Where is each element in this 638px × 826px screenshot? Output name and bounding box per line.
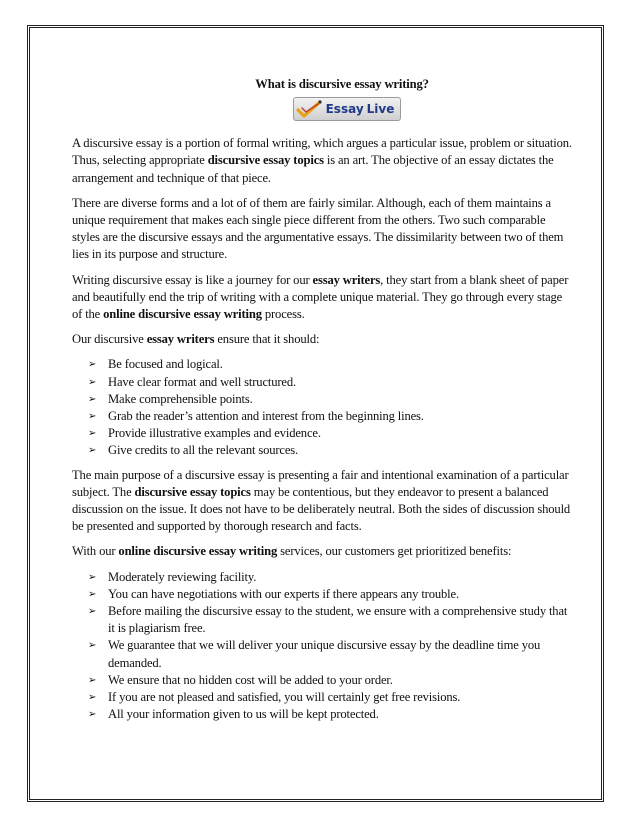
logo-word-live: Live	[366, 101, 395, 116]
list-item	[88, 425, 572, 442]
text-span: The main purpose of a discursive essay is presenting a fair and intentional examination of a particular subject. The	[72, 467, 569, 499]
list-item-text: Give credits to all the relevant sources.	[108, 443, 299, 458]
paragraph-definition	[72, 135, 572, 187]
list-item-text: You can have negotiations with our experts if there appears any trouble.	[108, 586, 459, 601]
list-item-text: We ensure that no hidden cost will be added to your order.	[108, 672, 393, 687]
logo-text	[326, 101, 395, 118]
list-item-text: If you are not pleased and satisfied, you will certainly get free revisions.	[108, 690, 461, 705]
list-item	[88, 586, 572, 603]
list-item-text: Have clear format and well structured.	[108, 374, 297, 389]
list-item	[88, 569, 572, 586]
list-item-text: Grab the reader’s attention and interest from the beginning lines.	[108, 409, 424, 424]
arrowhead-bullet-icon: ➢	[88, 588, 97, 600]
list-item-text: Moderately reviewing facility.	[108, 569, 257, 584]
list-item	[88, 672, 572, 689]
list-item	[88, 374, 572, 391]
arrowhead-bullet-icon: ➢	[88, 571, 97, 583]
essay-live-logo	[122, 96, 572, 122]
bold-keyword: discursive essay topics	[134, 484, 251, 499]
arrowhead-bullet-icon: ➢	[88, 606, 97, 618]
paragraph-purpose	[72, 467, 572, 536]
paragraph-journey	[72, 272, 572, 324]
text-span: is an art. The objective of an essay dictates the arrangement and technique of that piece.	[72, 153, 554, 185]
arrowhead-bullet-icon: ➢	[88, 640, 97, 652]
list-item	[88, 391, 572, 408]
text-span: , they start from a blank sheet of paper and beautifully end the trip of writing with a complete unique material. They go through every stage of the	[72, 272, 569, 322]
arrowhead-bullet-icon: ➢	[88, 393, 97, 405]
arrowhead-bullet-icon: ➢	[88, 411, 97, 423]
page-title: What is discursive essay writing?	[255, 77, 429, 91]
bold-keyword: online discursive essay writing	[118, 544, 278, 559]
text-span: process.	[261, 307, 305, 322]
list-item	[88, 637, 572, 671]
text-span: Our discursive	[72, 332, 147, 347]
list-item-text: Before mailing the discursive essay to the student, we ensure with a comprehensive study that it is plagiarism free.	[108, 604, 568, 636]
paragraph-services	[72, 543, 572, 560]
arrowhead-bullet-icon: ➢	[88, 445, 97, 457]
list-item-text: Make comprehensible points.	[108, 391, 253, 406]
text-span: With our	[72, 544, 119, 559]
text-span: may be contentious, but they endeavor to present a balanced discussion on the issue. It does not have to be deliberately neutral. Both the sides of discussion should be presented and supported by thorough research and facts.	[72, 484, 571, 534]
text-span: ensure that it should:	[214, 332, 320, 347]
list-item-text: All your information given to us will be kept protected.	[108, 707, 379, 722]
requirements-list	[72, 356, 572, 459]
logo-badge	[293, 97, 402, 121]
text-span: A discursive essay is a portion of formal writing, which argues a particular issue, problem or situation. Thus, selecting appropriate	[72, 136, 572, 168]
arrowhead-bullet-icon: ➢	[88, 428, 97, 440]
arrowhead-bullet-icon: ➢	[88, 376, 97, 388]
text-span: services, our customers get prioritized benefits:	[277, 544, 512, 559]
list-item	[88, 706, 572, 723]
list-item-text: Provide illustrative examples and evidence.	[108, 426, 321, 441]
bold-keyword: essay writers	[146, 332, 215, 347]
list-item-text: Be focused and logical.	[108, 357, 223, 372]
logo-word-essay: Essay	[325, 101, 364, 116]
document-body	[72, 76, 572, 731]
bold-keyword: essay writers	[312, 272, 381, 287]
arrowhead-bullet-icon: ➢	[88, 709, 97, 721]
arrowhead-bullet-icon: ➢	[88, 359, 97, 371]
list-item	[88, 356, 572, 373]
list-item	[88, 408, 572, 425]
benefits-list	[72, 569, 572, 724]
list-item	[88, 603, 572, 637]
list-item-text: We guarantee that we will deliver your unique discursive essay by the deadline time you demanded.	[108, 638, 541, 670]
paragraph-ensure	[72, 331, 572, 348]
text-span: Writing discursive essay is like a journey for our	[72, 272, 313, 287]
arrowhead-bullet-icon: ➢	[88, 692, 97, 704]
check-pen-logo-icon	[296, 99, 324, 119]
list-item	[88, 689, 572, 706]
bold-keyword: online discursive essay writing	[103, 307, 262, 322]
bold-keyword: discursive essay topics	[207, 153, 324, 168]
paragraph-forms: There are diverse forms and a lot of of them are fairly similar. Although, each of them maintains a unique requirement that makes each single piece different from the others. Two such comparable styles are the discursive essays and the argumentative essays. The dissimilarity between two of them lies in its purpose and structure.	[72, 195, 564, 262]
list-item	[88, 442, 572, 459]
arrowhead-bullet-icon: ➢	[88, 674, 97, 686]
